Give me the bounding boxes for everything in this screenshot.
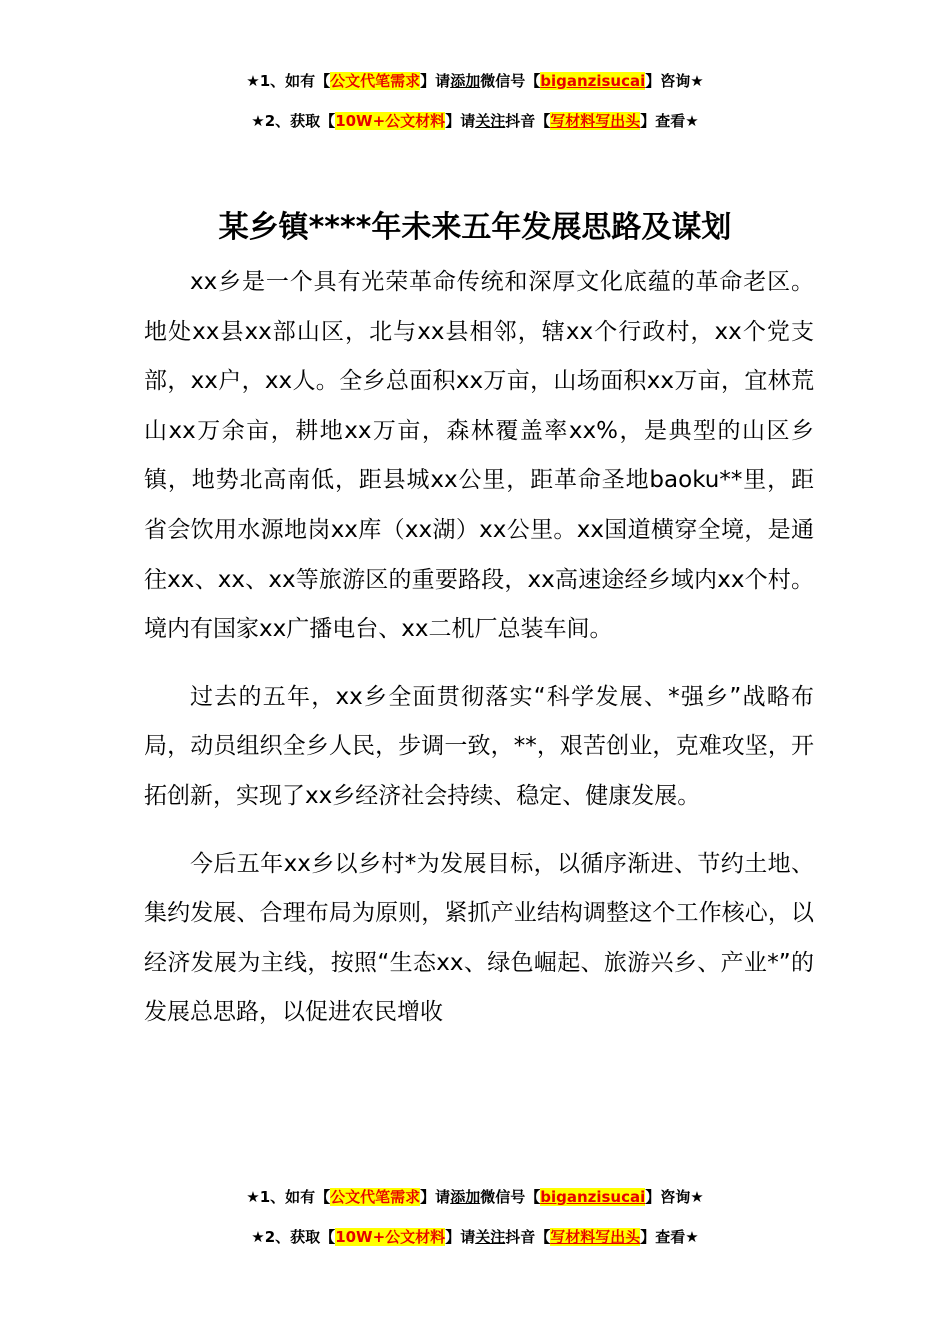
promo-highlight: biganzisucai [540,1188,646,1206]
promo-emphasis: 添加 [450,1188,481,1206]
promo-highlight: 公文代笔需求 [330,72,421,90]
promo-highlight: 写材料写出头 [550,1228,641,1246]
promo-text: 微信号【 [480,1188,541,1206]
promo-text: 】请 [420,1188,451,1206]
promo-highlight: biganzisucai [540,72,646,90]
promo-highlight: 10W+公文材料 [335,1228,446,1246]
document-title: 某乡镇****年未来五年发展思路及谋划 [218,210,732,246]
body-paragraph: xx乡是一个具有光荣革命传统和深厚文化底蕴的革命老区。地处xx县xx部山区，北与xx县相邻，辖xx个行政村，xx个党支部，xx户，xx人。全乡总面积xx万亩，山场面积xx万亩，宜林荒山xx万余亩，耕地xx万亩，森林覆盖率xx%，是典型的山区乡镇，地势北高南低，距县城xx公里，距革命圣地baoku**里，距省会饮用水源地岗xx库（xx湖）xx公里。xx国道横穿全境，是通往xx、xx、xx等旅游区的重要路段，xx高速途经乡域内xx个村。境内有国家xx广播电台、xx二机厂总装车间。 [144,269,814,643]
document-body [144,258,814,1056]
promo-suffix: 】咨询★ [645,1188,704,1206]
promo-text: 抖音【 [505,112,551,130]
promo-highlight: 10W+公文材料 [335,112,446,130]
promo-suffix: 】咨询★ [645,72,704,90]
promo-highlight: 公文代笔需求 [330,1188,421,1206]
promo-highlight: 写材料写出头 [550,112,641,130]
footer-promo-line-1 [0,1186,950,1208]
promo-text: 微信号【 [480,72,541,90]
footer-promo-line-2 [0,1226,950,1248]
promo-suffix: 】查看★ [640,1228,699,1246]
promo-prefix: ★2、获取【 [251,1228,336,1246]
promo-text: 】请 [445,112,476,130]
body-paragraph: 过去的五年，xx乡全面贯彻落实“科学发展、*强乡”战略布局，动员组织全乡人民，步调一致，**，艰苦创业，克难攻坚，开拓创新，实现了xx乡经济社会持续、稳定、健康发展。 [144,683,814,809]
promo-prefix: ★1、如有【 [246,72,331,90]
promo-suffix: 】查看★ [640,112,699,130]
header-promo-line-1 [0,70,950,92]
promo-emphasis: 关注 [475,1228,506,1246]
promo-prefix: ★2、获取【 [251,112,336,130]
promo-text: 】请 [420,72,451,90]
header-promo-line-2 [0,110,950,132]
promo-emphasis: 关注 [475,112,506,130]
promo-text: 抖音【 [505,1228,551,1246]
body-paragraph: 今后五年xx乡以乡村*为发展目标，以循序渐进、节约土地、集约发展、合理布局为原则，紧抓产业结构调整这个工作核心，以经济发展为主线，按照“生态xx、绿色崛起、旅游兴乡、产业*”的发展总思路，以促进农民增收 [144,850,814,1026]
promo-prefix: ★1、如有【 [246,1188,331,1206]
promo-text: 】请 [445,1228,476,1246]
promo-emphasis: 添加 [450,72,481,90]
